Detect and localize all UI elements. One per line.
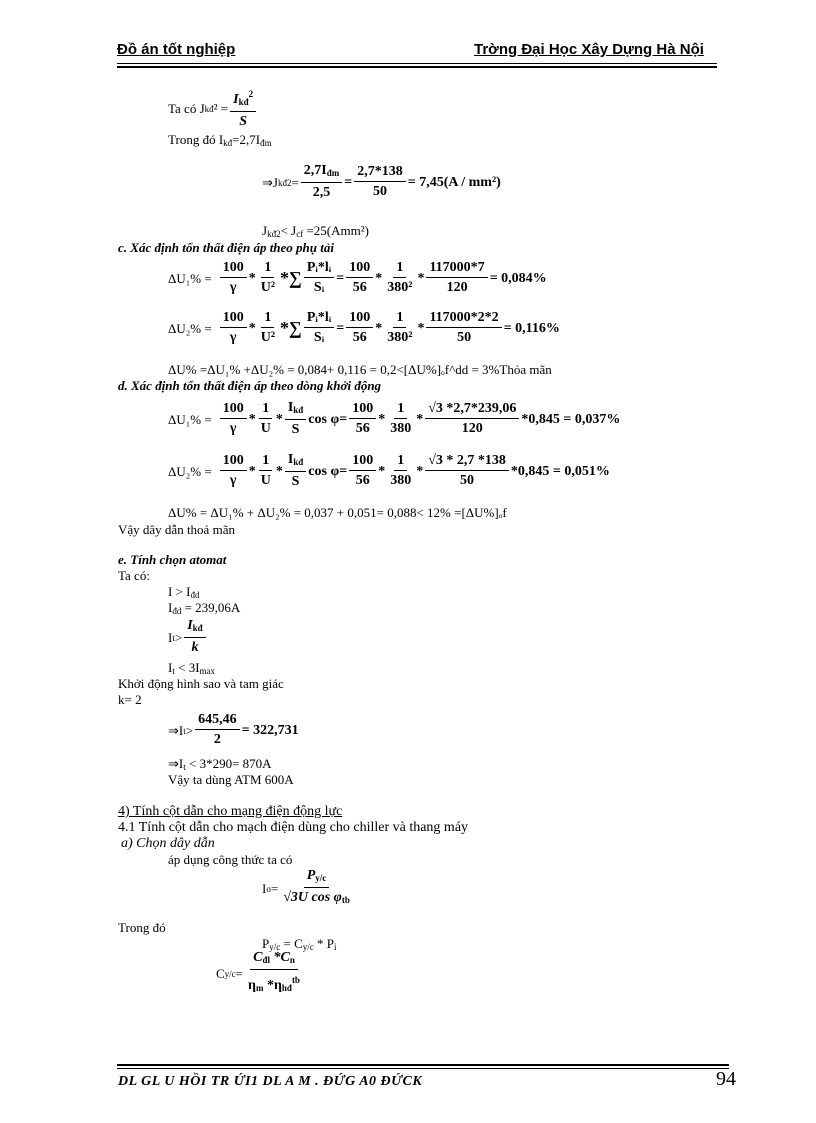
cyc-formula: C y/c = $\frac{C_{đl} *C_n}{\eta_m *\eta_{hđ}^{tb}}$ — [216, 950, 300, 993]
header-left: Đồ án tốt nghiệp — [117, 41, 236, 58]
du-start-sum: ΔU% = ΔU₁% + ΔU₂% = 0,037 + 0,051= 0,088< 12% =[ΔU%]ₒf — [168, 505, 507, 520]
footer-rule-thick — [117, 1064, 729, 1066]
section-4-1-a: a) Chọn dây dẫn — [121, 836, 215, 851]
header-rule-thick — [117, 66, 717, 68]
du1-load-formula: ΔU₁% = $\frac{100}{\gamma}$ * $\frac{1}{\text{U²}}$ *∑ $\frac{\text{Pᵢ*lᵢ}}{\text{Sᵢ}}$ = $\frac{100}{56}$ * $\frac{1}{\text{380²}}$ * $\frac{117000*7}{120}$ = 0,084% — [168, 260, 547, 295]
e-line-3: $I_{đd} = 239,06A$ — [168, 600, 241, 616]
e-line-8: ⇒I t > $\frac{645,46}{2}$ = 322,731 — [168, 712, 299, 747]
du1-start-formula: ΔU₁% = $\frac{100}{\gamma}$ * $\frac{1}{U}$ * $\frac{I_{kđ}}{S}$ cos φ = $\frac{100}{56}$ * $\frac{1}{380}$ * $\frac{√3 *2,7*239,06}{120}$ *0,845 = 0,037% — [168, 400, 621, 437]
section-4-1-title: 4.1 Tính cột dẫn cho mạch điện dùng cho chiller và thang máy — [118, 820, 469, 835]
e-line-2: $I > I_{đd}$ — [168, 584, 200, 600]
du2-start-formula: ΔU₂% = $\frac{100}{\gamma}$ * $\frac{1}{U}$ * $\frac{I_{kđ}}{S}$ cos φ = $\frac{100}{56}$ * $\frac{1}{380}$ * $\frac{√3 * 2,7 *138}{50}$ *0,845 = 0,051% — [168, 452, 610, 489]
io-formula: I o = $\frac{P_{y/c}}{√3U \cos \varphi_{tb}}$ — [262, 868, 350, 905]
e-line-10: Vậy ta dùng ATM 600A — [168, 772, 294, 787]
header-rule — [117, 63, 717, 64]
section-c-title: c. Xác định tổn thất điện áp theo phụ tải — [118, 240, 334, 255]
footer-left: DL GL U HỒI TR ỨI1 DL A M . ĐỨG A0 ĐỨCK — [118, 1074, 423, 1089]
page-number: 94 — [716, 1068, 736, 1090]
trong-do-1: Trong đó $I_{kđ}=2,7I_{đm}$ — [168, 132, 272, 148]
e-line-4: I t > $\frac{I_{kđ}}{k}$ — [168, 618, 208, 657]
section-e-title: e. Tính chọn atomat — [118, 552, 227, 567]
section-4-title: 4) Tính cột dẫn cho mạng điện động lực — [118, 804, 343, 819]
jkd-formula: Ta có J kđ ² = $\frac{I_{kđ}^2}{S}$ — [168, 86, 258, 131]
e-line-5: $I_t < 3I_{max}$ — [168, 660, 216, 676]
section-d-title: d. Xác định tổn thất điện áp theo dòng khởi động — [118, 378, 382, 393]
trong-do-2: Trong đó — [118, 920, 166, 935]
jkd2-compare: $J_{kđ2}< J_{cf} =25(Amm^2)$ — [262, 223, 369, 239]
jkd2-formula: ⇒J kđ2 = $\frac{2,7I_{đm}}{2,5}$ = $\frac{2,7*138}{50}$ = 7,45(A / mm²) — [262, 163, 501, 200]
footer-rule — [117, 1068, 729, 1069]
pyc-formula: $P_{y/c} = C_{y/c} * P_i$ — [262, 936, 337, 952]
e-ta-co: Ta có: — [118, 568, 150, 583]
du2-load-formula: ΔU₂% = $\frac{100}{\gamma}$ * $\frac{1}{\text{U²}}$ *∑ $\frac{\text{Pᵢ*lᵢ}}{\text{Sᵢ}}$ = $\frac{100}{56}$ * $\frac{1}{\text{380²}}$ * $\frac{117000*2*2}{50}$ = 0,116% — [168, 310, 560, 345]
e-line-9: $\Rightarrow I_t < 3*290= 870A$ — [168, 756, 272, 772]
apply-formula: áp dụng công thức ta có — [168, 852, 293, 867]
conductor-ok: Vậy dây dẫn thoả mãn — [118, 522, 235, 537]
e-line-6: Khởi động hình sao và tam giác — [118, 676, 284, 691]
e-line-7: k= 2 — [118, 692, 142, 707]
du-load-sum: ΔU% =ΔU₁% +ΔU₂% = 0,084+ 0,116 = 0,2<[ΔU%]ₒf^dd = 3%Thỏa mãn — [168, 362, 552, 377]
header-right: Trờng Đại Học Xây Dựng Hà Nội — [474, 41, 704, 58]
